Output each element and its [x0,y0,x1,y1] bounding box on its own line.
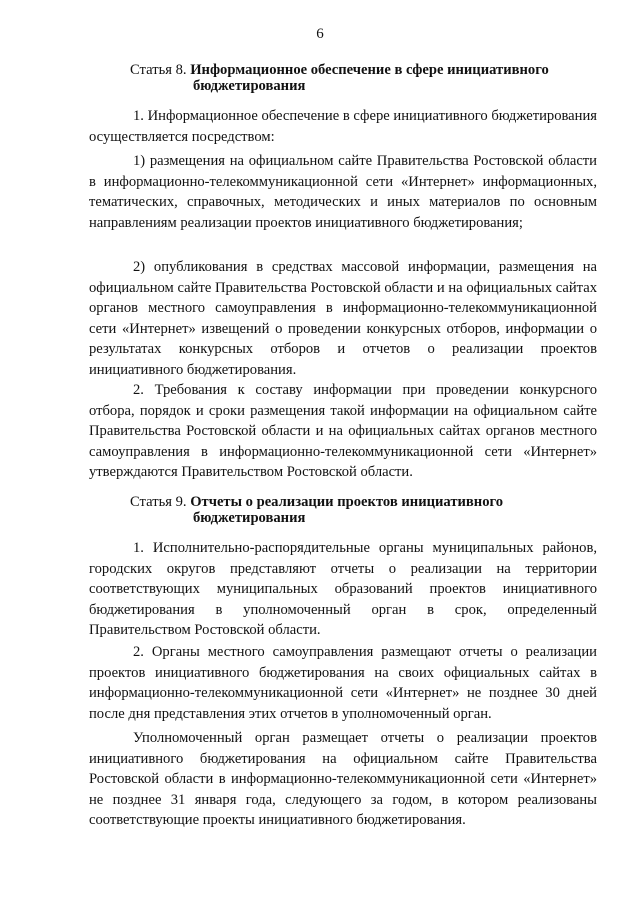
article-9-title: Отчеты о реализации проектов инициативного [190,494,504,510]
article-8-paragraph-3: 2) опубликования в средствах массовой информации, размещения на официальном сайте Правительства Ростовской области и на официальных сайтах органов местного самоуправления в информационно-телекоммуникационной сети «Интернет» извещений о проведении конкурсных отборов, информации о результатах конкурсных отборов и отчетов о реализации проектов инициативного бюджетирования. [89,259,597,378]
article-8-title-continuation: бюджетирования [193,78,306,94]
article-9-paragraph-1: 1. Исполнительно-распорядительные органы муниципальных районов, городских округов представляют отчеты о реализации на территории соответствующих муниципальных образований проектов инициативного бюджетирования в уполномоченный орган в срок, определенный Правительством Ростовской области. [89,540,597,639]
article-8-title: Информационное обеспечение в сфере инициативного [190,62,549,78]
article-8-heading [130,62,590,94]
article-9-paragraph-3: Уполномоченный орган размещает отчеты о реализации проектов инициативного бюджетирования на официальном сайте Правительства Ростовской области в информационно-телекоммуникационной сети «Интернет» не позднее 31 января года, следующего за годом, в котором реализованы соответствующие проекты инициативного бюджетирования. [89,730,597,829]
article-9-title-continuation: бюджетирования [193,510,306,526]
article-9-label: Статья 9. [130,494,187,510]
article-8-paragraph-4: 2. Требования к составу информации при проведении конкурсного отбора, порядок и сроки размещения такой информации на официальном сайте Правительства Ростовской области и на официальных сайтах органов местного самоуправления в информационно-телекоммуникационной сети «Интернет» утверждаются Правительством Ростовской области. [89,382,597,481]
article-9-paragraph-2: 2. Органы местного самоуправления размещают отчеты о реализации проектов инициативного бюджетирования на своих официальных сайтах в информационно-телекоммуникационной сети «Интернет» не позднее 30 дней после дня представления этих отчетов в уполномоченный орган. [89,644,597,722]
article-8-paragraph-1: 1. Информационное обеспечение в сфере инициативного бюджетирования осуществляется посредством: [89,108,597,145]
page-number: 6 [316,26,324,42]
article-8-label: Статья 8. [130,62,187,78]
article-8-paragraph-2: 1) размещения на официальном сайте Правительства Ростовской области в информационно-телекоммуникационной сети «Интернет» информационных, тематических, справочных, методических и иных материалов по основным направлениям реализации проектов инициативного бюджетирования; [89,153,597,231]
article-9-heading [130,494,590,526]
